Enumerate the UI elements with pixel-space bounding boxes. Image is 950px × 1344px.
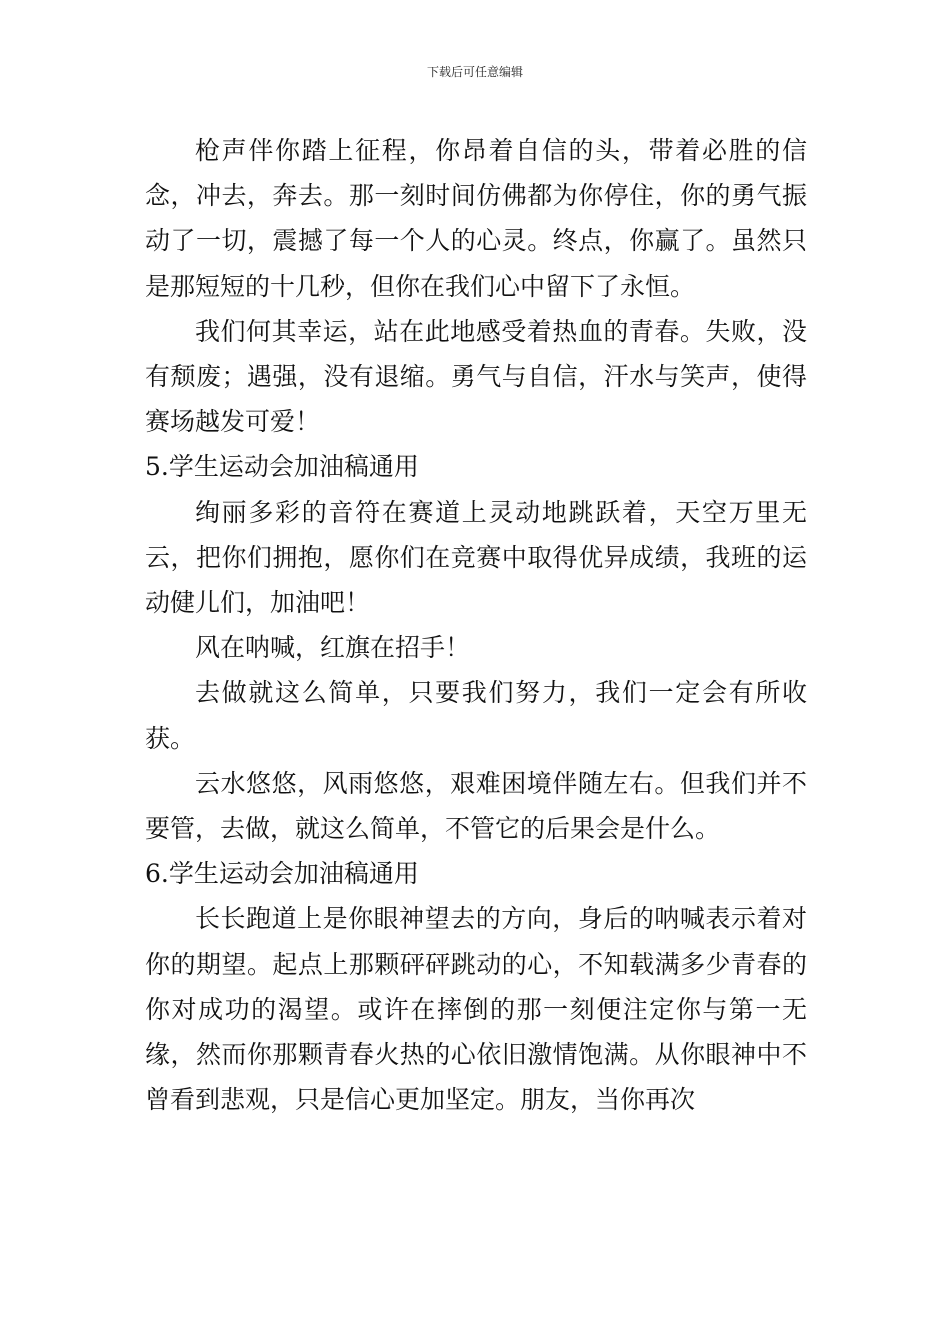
paragraph: 风在呐喊，红旗在招手！ <box>195 633 471 663</box>
paragraph: 去做就这么简单，只要我们努力，我们一定会有所收获。 <box>145 678 807 753</box>
section-heading: 5.学生运动会加油稿通用 <box>145 452 419 482</box>
paragraph: 长长跑道上是你眼神望去的方向，身后的呐喊表示着对你的期望。起点上那颗砰砰跳动的心，不知载满多少青春的你对成功的渴望。或许在摔倒的那一刻便注定你与第一无缘，然而你那颗青春火热的心依旧激情饱满。从你眼神中不曾看到悲观，只是信心更加坚定。朋友，当你再次 <box>145 904 807 1115</box>
paragraph: 云水悠悠，风雨悠悠，艰难困境伴随左右。但我们并不要管，去做，就这么简单，不管它的后果会是什么。 <box>145 768 807 844</box>
document-body <box>145 128 807 1122</box>
paragraph: 绚丽多彩的音符在赛道上灵动地跳跃着，天空万里无云，把你们拥抱，愿你们在竞赛中取得优异成绩，我班的运动健儿们，加油吧！ <box>145 497 807 618</box>
paragraph: 我们何其幸运，站在此地感受着热血的青春。失败，没有颓废；遇强，没有退缩。勇气与自信，汗水与笑声，使得赛场越发可爱！ <box>145 316 807 437</box>
page-header-note: 下载后可任意编辑 <box>426 65 523 79</box>
paragraph: 枪声伴你踏上征程，你昂着自信的头，带着必胜的信念，冲去，奔去。那一刻时间仿佛都为你停住，你的勇气振动了一切，震撼了每一个人的心灵。终点，你赢了。虽然只是那短短的十几秒，但你在我们心中留下了永恒。 <box>145 136 807 301</box>
section-heading: 6.学生运动会加油稿通用 <box>145 859 419 889</box>
